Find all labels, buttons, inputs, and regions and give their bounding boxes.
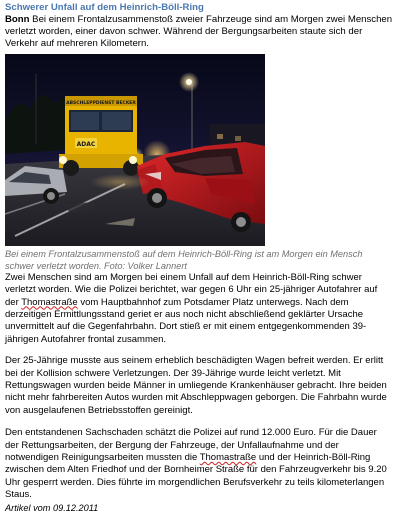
accident-photo-image bbox=[5, 54, 265, 246]
article-paragraph-2: Der 25-Jährige musste aus seinem erheblich beschädigten Wagen befreit werden. Er erlitt bei der Kollision schwere Verletzungen. Der 39-Jährige wurde leicht verletzt. Mit Rettungswagen wurden beide Männer in umliegende Krankenhäuser gebracht. Ihre beiden nicht mehr fahrbereiten Autos wurden mit Abschleppwagen geborgen. Die Fahrbahn wurde von ausgelaufenen Betriebsstoffen gereinigt. bbox=[5, 355, 387, 416]
svg-text:ABSCHLEPPDIENST BECKER: ABSCHLEPPDIENST BECKER bbox=[66, 100, 136, 106]
svg-text:ADAC: ADAC bbox=[76, 140, 96, 148]
paragraph-3-text-b: und der Heinrich-Böll-Ring zwischen dem Alten Friedhof und der Bornheimer Straße für den Fahrzeugverkehr bis 9.20 Uhr gesperrt werden. Dies führte im morgendlichen Berufsverkehr zu teils kilometerlangen Staus. bbox=[5, 452, 387, 501]
article-photo bbox=[5, 54, 265, 246]
lead-text: Bei einem Frontalzusammenstoß zweier Fahrzeuge sind am Morgen zwei Menschen verletzt worden, einer davon schwer. Während der Bergungsarbeiten staute sich der Verkehr auf mehreren Kilometern. bbox=[5, 14, 393, 49]
article-paragraph-3 bbox=[5, 427, 393, 501]
paragraph-1-text-a: Zwei Menschen sind am Morgen bei einem Unfall auf dem Heinrich-Böll-Ring schwer verletzt worden. Wie die Polizei berichtet, war gegen 6 Uhr ein 25-jähriger Autofahrer auf der bbox=[5, 271, 378, 308]
street-name-thomastrasse: Thomastraße bbox=[21, 296, 78, 308]
paragraph-spacer bbox=[5, 417, 393, 427]
lead-dateline: Bonn bbox=[5, 14, 30, 25]
article-lead bbox=[5, 14, 393, 50]
street-name-thomastrasse: Thomastraße bbox=[199, 452, 257, 463]
paragraph-1-text-b: vom Hauptbahnhof zum Potsdamer Platz unterwegs. Nach dem derzeitigen Ermittlungsstand geriet er aus noch nicht abschließend geklärter Ursache unvermittelt auf die Gegenfahrbahn. Dort stieß er mit einem entgegenkommenden 39-jährigen Autofahrer frontal zusammen. bbox=[5, 296, 367, 345]
article-headline: Schwerer Unfall auf dem Heinrich-Böll-Ring bbox=[5, 2, 204, 13]
article-paragraph-1 bbox=[5, 272, 393, 346]
paragraph-3-text-a: Den entstandenen Sachschaden schätzt die Polizei auf rund 12.000 Euro. Für die Dauer der Rettungsarbeiten, der Bergung der Fahrzeuge, der Unfallaufnahme und der notwendigen Reinigungsarbeiten mussten die bbox=[5, 427, 377, 463]
paragraph-spacer bbox=[5, 346, 393, 355]
photo-caption: Bei einem Frontalzusammenstoß auf dem Heinrich-Böll-Ring ist am Morgen ein Mensch schwer verletzt worden. Foto: Volker Lannert bbox=[5, 248, 363, 271]
tow-truck-graphic bbox=[59, 96, 143, 176]
article-date: Artikel vom 09.12.2011 bbox=[5, 502, 99, 513]
article bbox=[5, 2, 393, 514]
